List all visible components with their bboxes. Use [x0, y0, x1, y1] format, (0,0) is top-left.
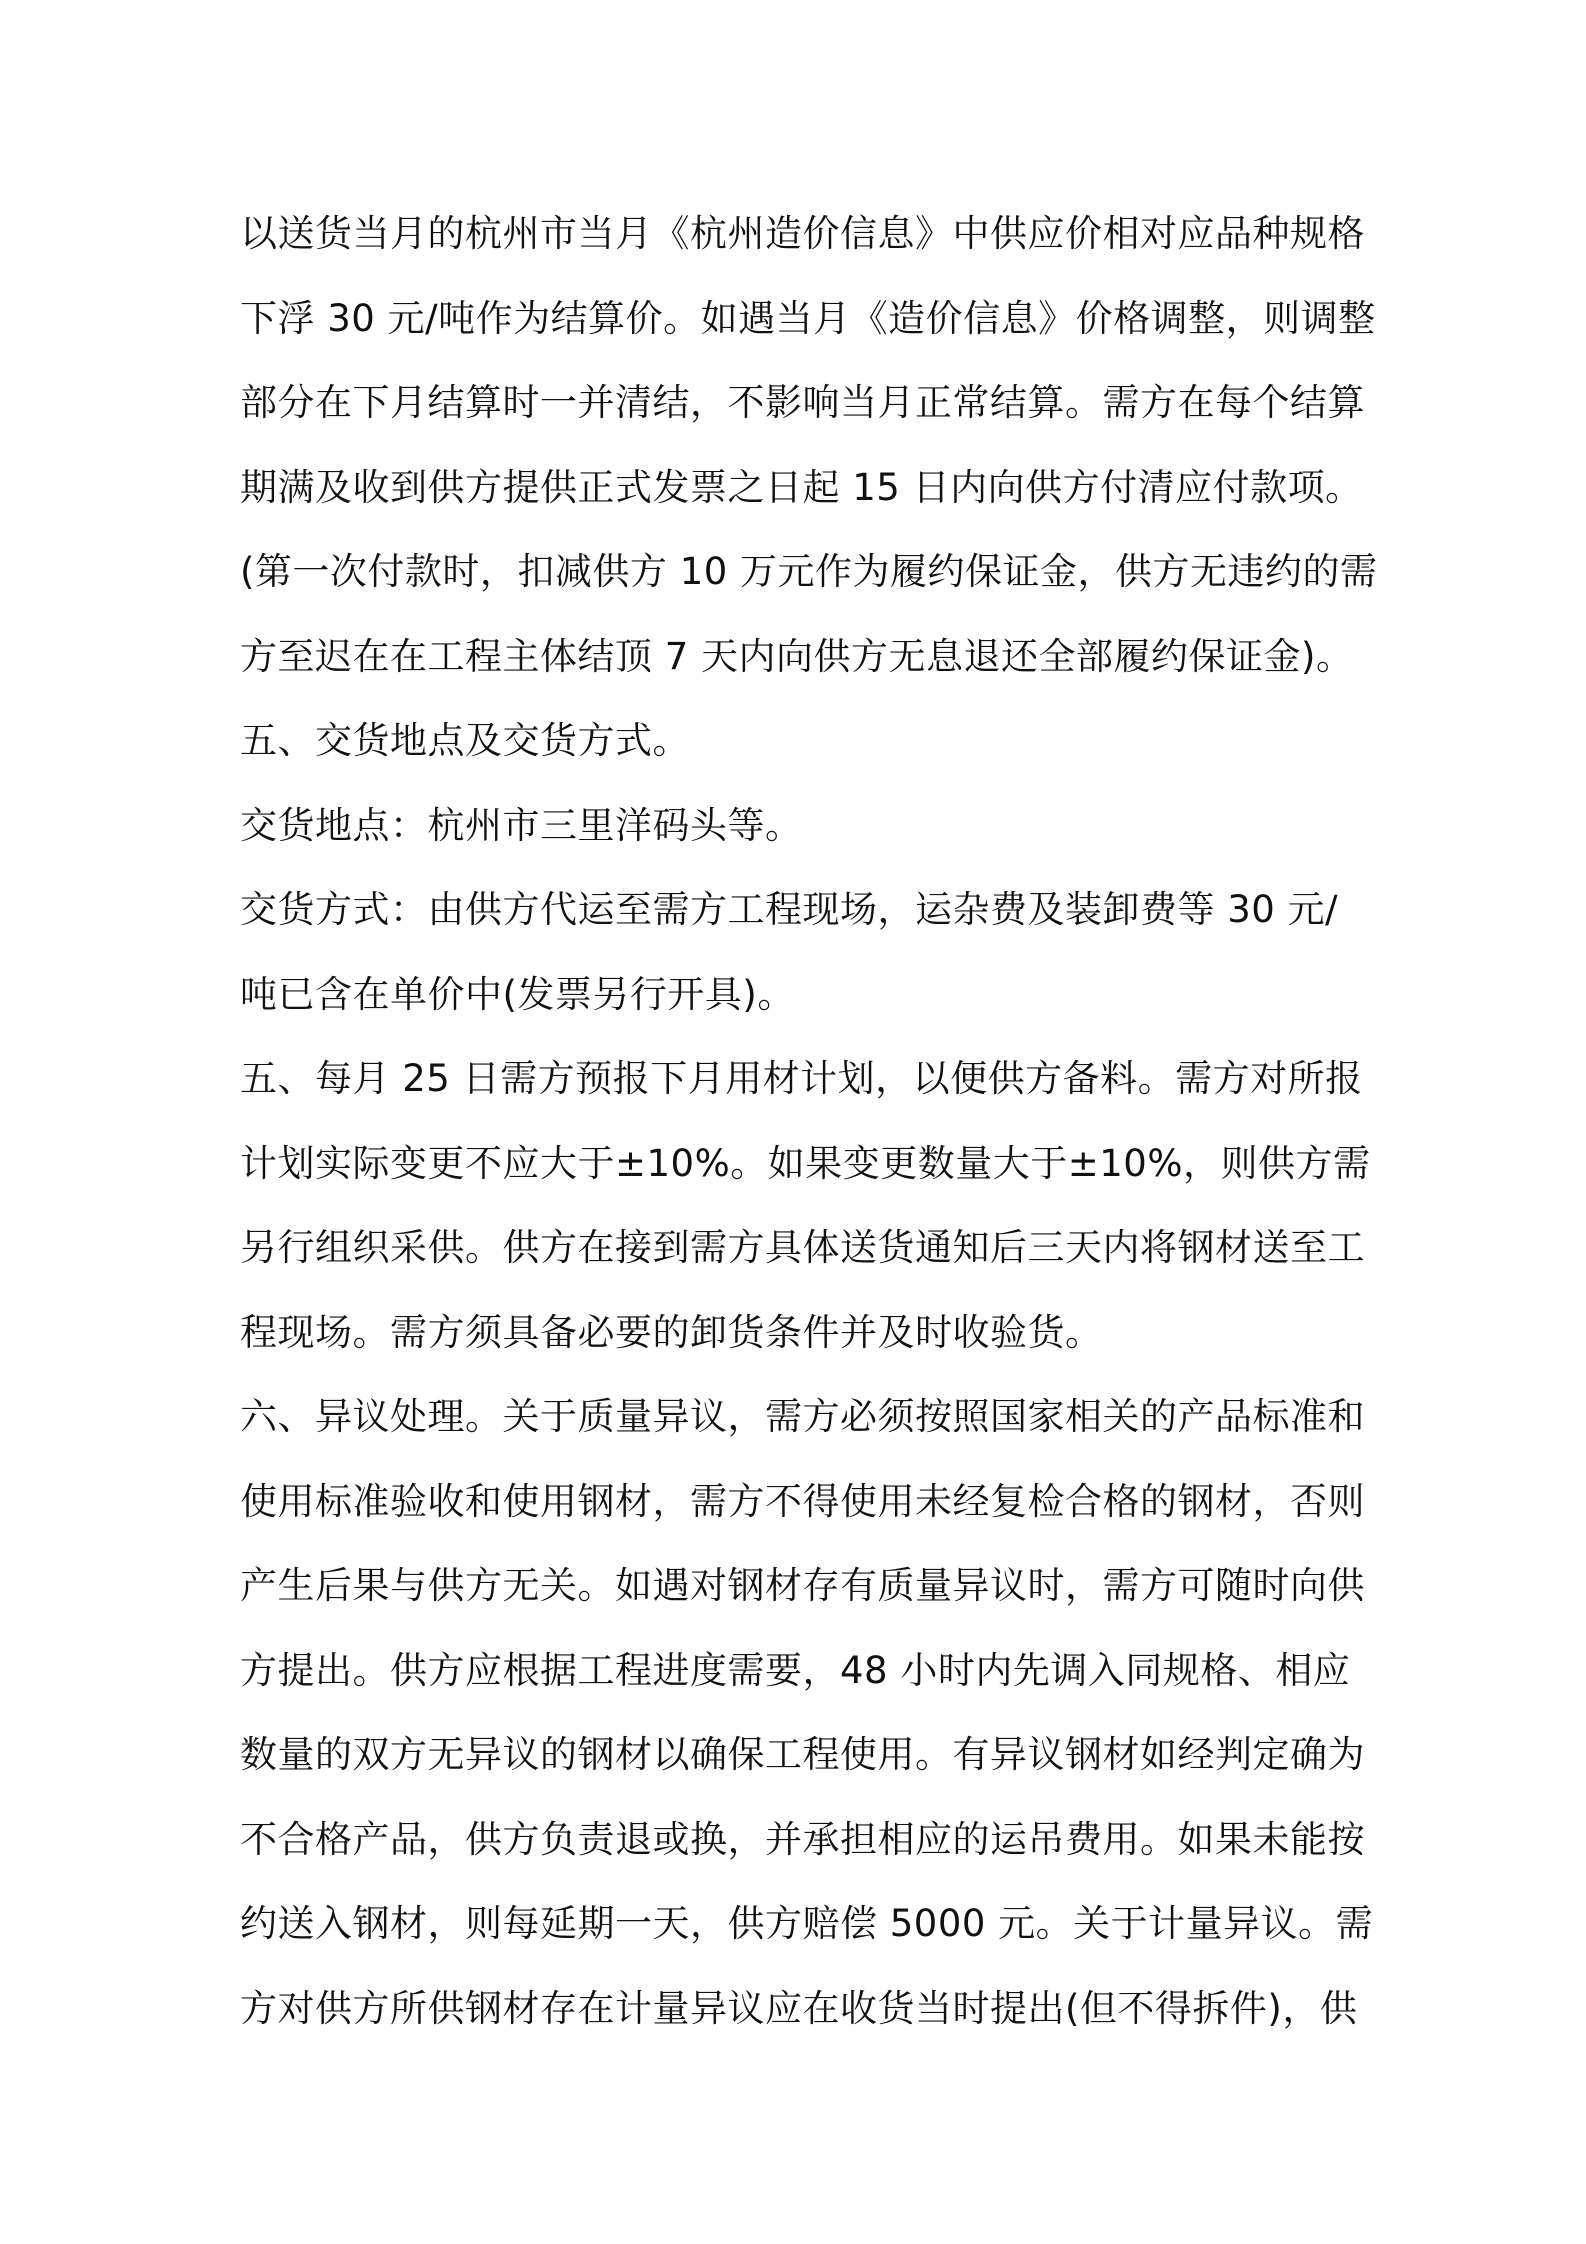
- text-line: 交货方式：由供方代运至需方工程现场，运杂费及装卸费等 30 元/: [240, 888, 1339, 931]
- section-heading: 五、交货地点及交货方式。: [240, 719, 690, 762]
- text-line: 五、每月 25 日需方预报下月用材计划，以便供方备料。需方对所报: [240, 1057, 1363, 1100]
- text-line: 方至迟在在工程主体结顶 7 天内向供方无息退还全部履约保证金)。: [240, 634, 1354, 678]
- text-line: 方提出。供方应根据工程进度需要，48 小时内先调入同规格、相应: [240, 1648, 1351, 1692]
- text-line: 程现场。需方须具备必要的卸货条件并及时收验货。: [240, 1310, 1103, 1354]
- text-line: 部分在下月结算时一并清结，不影响当月正常结算。需方在每个结算: [240, 381, 1365, 424]
- text-line: 另行组织采供。供方在接到需方具体送货通知后三天内将钢材送至工: [240, 1226, 1365, 1269]
- text-line: 产生后果与供方无关。如遇对钢材存有质量异议时，需方可随时向供: [240, 1564, 1365, 1607]
- text-line: 交货地点：杭州市三里洋码头等。: [240, 803, 803, 847]
- text-line: 使用标准验收和使用钢材，需方不得使用未经复检合格的钢材，否则: [240, 1479, 1365, 1523]
- text-line: 方对供方所供钢材存在计量异议应在收货当时提出(但不得拆件)，供: [240, 1986, 1358, 2030]
- text-line: 六、异议处理。关于质量异议，需方必须按照国家相关的产品标准和: [240, 1395, 1365, 1438]
- text-line: (第一次付款时，扣减供方 10 万元作为履约保证金，供方无违约的需: [240, 550, 1378, 593]
- text-line: 数量的双方无异议的钢材以确保工程使用。有异议钢材如经判定确为: [240, 1733, 1365, 1776]
- text-line: 不合格产品，供方负责退或换，并承担相应的运吊费用。如果未能按: [240, 1817, 1365, 1861]
- text-line: 计划实际变更不应大于±10%。如果变更数量大于±10%，则供方需: [240, 1141, 1371, 1185]
- text-line: 期满及收到供方提供正式发票之日起 15 日内向供方付清应付款项。: [240, 465, 1363, 509]
- contract-text: [240, 192, 1378, 2051]
- text-line: 吨已含在单价中(发票另行开具)。: [240, 972, 795, 1016]
- text-line: 下浮 30 元/吨作为结算价。如遇当月《造价信息》价格调整，则调整: [240, 296, 1376, 340]
- text-line: 以送货当月的杭州市当月《杭州造价信息》中供应价相对应品种规格: [240, 212, 1365, 255]
- text-line: 约送入钢材，则每延期一天，供方赔偿 5000 元。关于计量异议。需: [240, 1902, 1374, 1945]
